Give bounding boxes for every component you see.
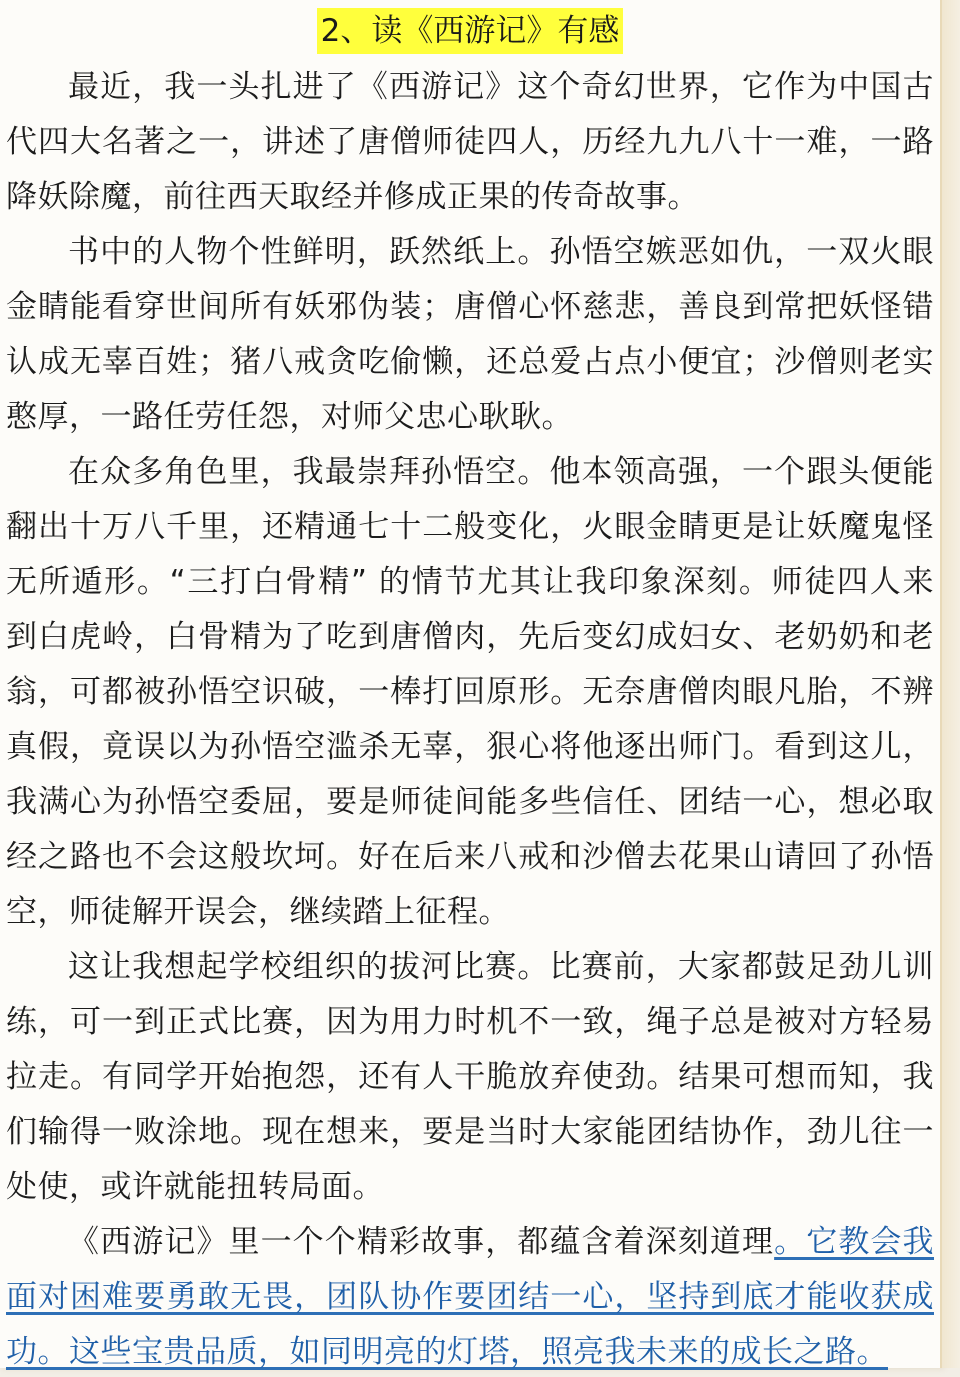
paragraph-4-line-4: 们输得一败涂地。现在想来，要是当时大家能团结协作，劲儿往一: [6, 1114, 934, 1150]
paragraph-3-line-2: 翻出十万八千里，还精通七十二般变化，火眼金睛更是让妖魔鬼怪: [6, 509, 934, 545]
page-edge-shadow: [942, 0, 960, 1368]
paragraph-4-line-1: 这让我想起学校组织的拔河比赛。比赛前，大家都鼓足劲儿训: [68, 949, 934, 985]
paragraph-5-highlight-start: 。它教会我: [774, 1224, 935, 1260]
paragraph-4-line-2: 练，可一到正式比赛，因为用力时机不一致，绳子总是被对方轻易: [6, 1004, 934, 1040]
paragraph-3-line-8: 经之路也不会这般坎坷。好在后来八戒和沙僧去花果山请回了孙悟: [6, 839, 934, 875]
paragraph-3-line-6: 真假，竟误以为孙悟空滥杀无辜，狠心将他逐出师门。看到这儿，: [6, 729, 934, 765]
paragraph-4-line-3: 拉走。有同学开始抱怨，还有人干脆放弃使劲。结果可想而知，我: [6, 1059, 934, 1095]
paragraph-2-line-4: 憨厚，一路任劳任怨，对师父忠心耿耿。: [6, 399, 573, 435]
paragraph-3-line-4: 到白虎岭，白骨精为了吃到唐僧肉，先后变幻成妇女、老奶奶和老: [6, 619, 934, 655]
paragraph-5-line-2: [6, 1272, 934, 1322]
paragraph-5-plain-text: 《西游记》里一个个精彩故事，都蕴含着深刻道理: [68, 1224, 775, 1260]
paragraph-4-line-5: 处使，或许就能扭转局面。: [6, 1169, 384, 1205]
paragraph-3-line-3: 无所遁形。“三打白骨精” 的情节尤其让我印象深刻。师徒四人来: [6, 564, 934, 600]
paragraph-5-line-3: [6, 1327, 934, 1377]
paragraph-5-line-1: [68, 1217, 934, 1267]
paragraph-1-line-1: 最近，我一头扎进了《西游记》这个奇幻世界，它作为中国古: [68, 69, 934, 105]
paragraph-2-line-1: 书中的人物个性鲜明，跃然纸上。孙悟空嫉恶如仇，一双火眼: [68, 234, 934, 270]
paragraph-3-line-7: 我满心为孙悟空委屈，要是师徒间能多些信任、团结一心，想必取: [6, 784, 934, 820]
paragraph-5-highlight-middle: 面对困难要勇敢无畏，团队协作要团结一心，坚持到底才能收获成: [6, 1279, 934, 1315]
paragraph-3-line-1: 在众多角色里，我最崇拜孙悟空。他本领高强，一个跟头便能: [68, 454, 934, 490]
paragraph-1-line-2: 代四大名著之一，讲述了唐僧师徒四人，历经九九八十一难，一路: [6, 124, 934, 160]
paragraph-2-line-3: 认成无辜百姓；猪八戒贪吃偷懒，还总爱占点小便宜；沙僧则老实: [6, 344, 934, 380]
paragraph-3-line-9: 空，师徒解开误会，继续踏上征程。: [6, 894, 510, 930]
paragraph-5-highlight-end: 功。这些宝贵品质，如同明亮的灯塔，照亮我未来的成长之路。: [6, 1334, 888, 1370]
paragraph-1-line-3: 降妖除魔，前往西天取经并修成正果的传奇故事。: [6, 179, 699, 215]
paragraph-3-line-5: 翁，可都被孙悟空识破，一棒打回原形。无奈唐僧肉眼凡胎，不辨: [6, 674, 934, 710]
paragraph-2-line-2: 金睛能看穿世间所有妖邪伪装；唐僧心怀慈悲，善良到常把妖怪错: [6, 289, 934, 325]
title-wrapper: [0, 8, 940, 54]
essay-title: 2、读《西游记》有感: [317, 8, 624, 54]
